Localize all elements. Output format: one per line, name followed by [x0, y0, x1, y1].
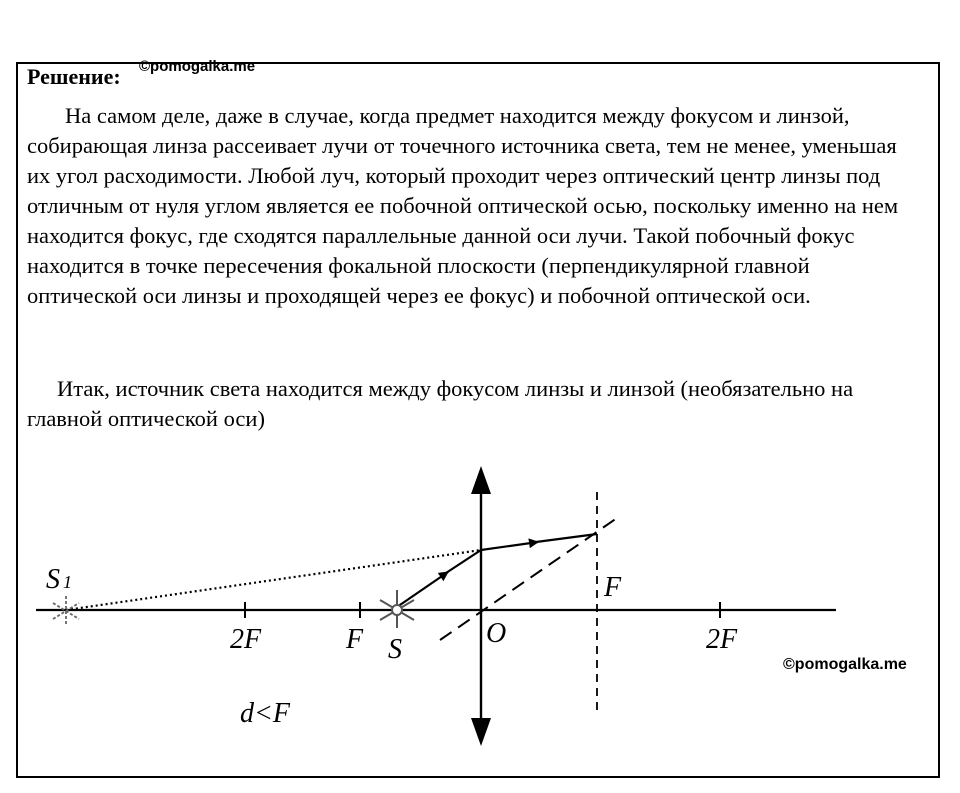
refracted-ray-a	[481, 542, 538, 550]
label-2f-left: 2F	[230, 624, 262, 655]
condition-label: d<F	[240, 698, 290, 729]
paragraph-1: На самом деле, даже в случае, когда предмет находится между фокусом и линзой, собирающая линза рассеивает лучи от точечного источника света, тем не менее, уменьшая их угол расходимости. Любой луч, который проходит через оптический центр линзы под отличным от нуля углом является ее побочной оптической осью, поскольку именно на нем находится фокус, где сходятся параллельные данной оси лучи. Такой побочный фокус находится в точке пересечения фокальной плоскости (перпендикулярной главной оптической оси линзы и проходящей через ее фокус) и побочной оптической оси.	[27, 103, 899, 308]
incident-ray-a	[397, 572, 448, 607]
virtual-ray-extension	[66, 550, 481, 610]
watermark-bottom: ©pomogalka.me	[783, 656, 907, 673]
converging-lens	[471, 466, 491, 746]
label-f-left: F	[346, 624, 364, 655]
secondary-axis	[440, 518, 617, 640]
label-f-right: F	[604, 572, 622, 603]
watermark-top: ©pomogalka.me	[139, 58, 256, 75]
paragraph-2: Итак, источник света находится между фокусом линзы и линзой (необязательно на главной оптической оси)	[27, 376, 854, 431]
label-s1: S	[46, 564, 60, 595]
label-s: S	[388, 634, 402, 665]
solution-heading: Решение:	[27, 64, 121, 89]
label-o: O	[486, 618, 507, 649]
label-2f-right: 2F	[706, 624, 738, 655]
label-s1-subscript: 1	[63, 572, 72, 592]
